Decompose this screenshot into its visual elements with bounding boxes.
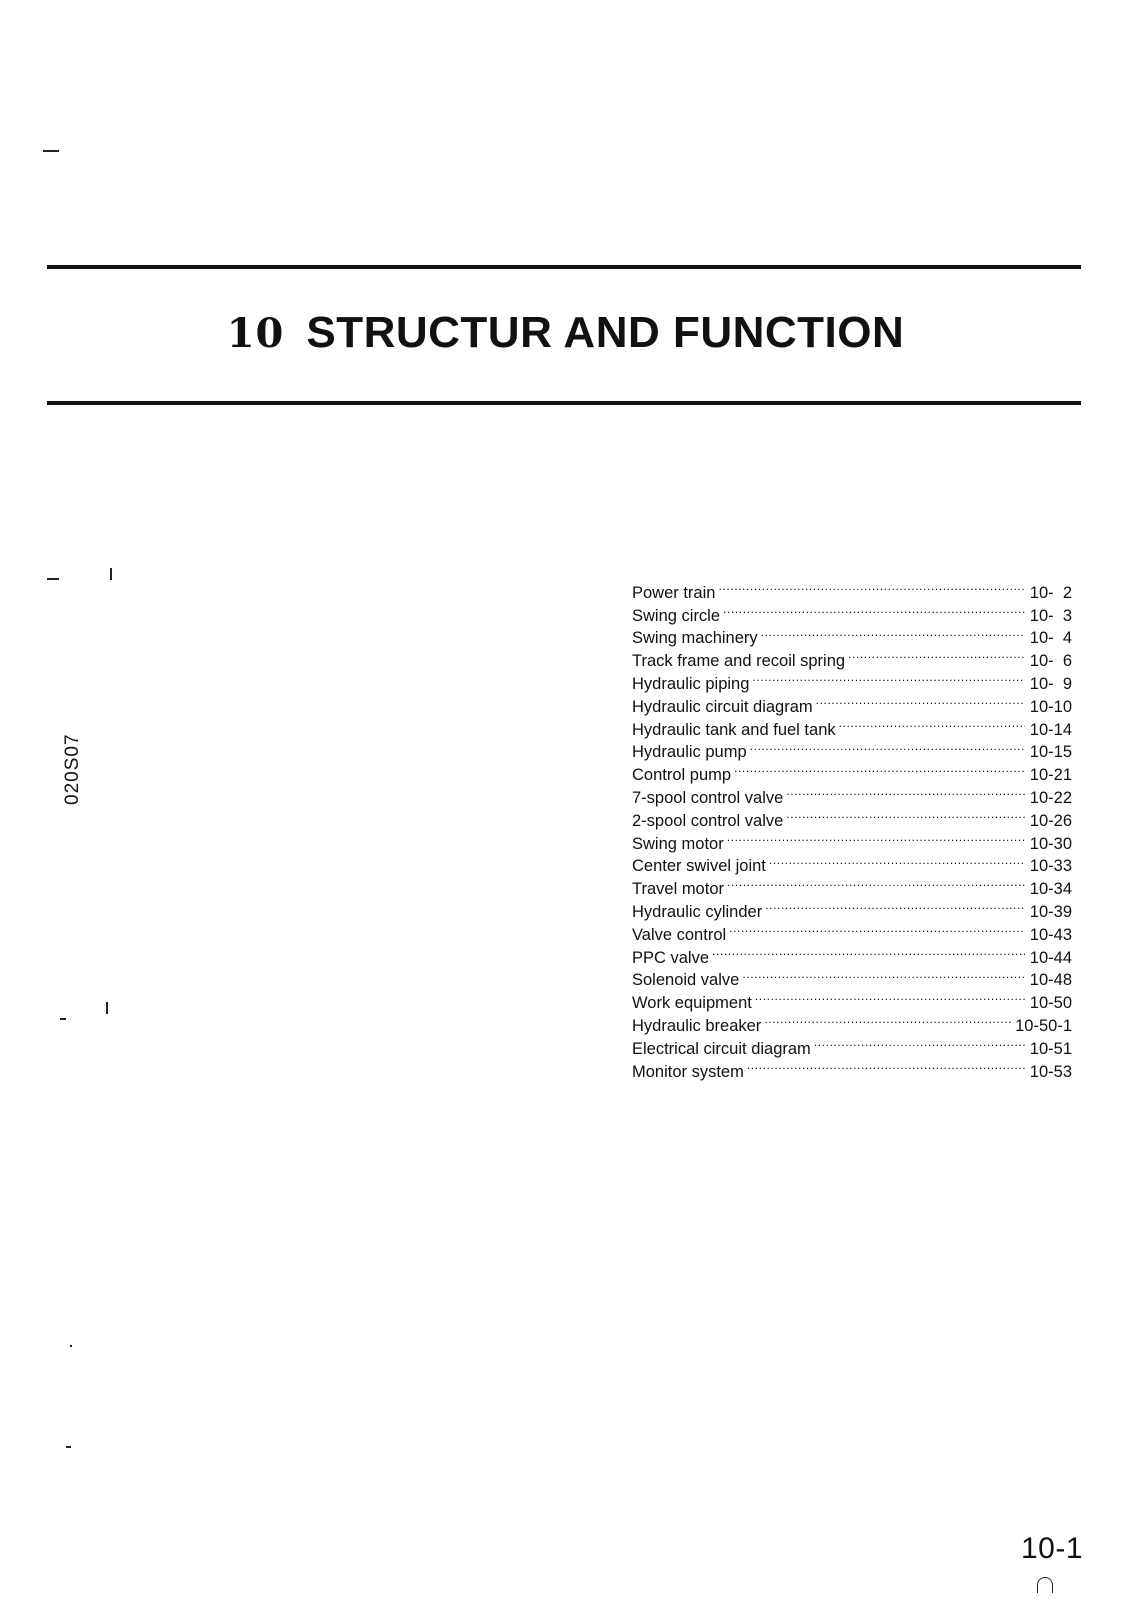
scan-speck: [43, 150, 59, 152]
toc-entry-label: 2-spool control valve: [632, 811, 784, 830]
scan-speck: [66, 1446, 71, 1448]
toc-entry-page: 10- 6: [1029, 652, 1072, 671]
toc-entry-label: Hydraulic breaker: [632, 1016, 762, 1035]
toc-entry-page: 10-30: [1029, 834, 1072, 853]
toc-entry-label: Hydraulic pump: [632, 743, 747, 762]
toc-leader-dots: [761, 621, 1025, 644]
toc-entry-page: 10-50: [1029, 994, 1072, 1013]
scan-speck: [60, 1018, 66, 1020]
toc-leader-dots: [755, 985, 1025, 1008]
toc-leader-dots: [786, 803, 1025, 826]
toc-leader-dots: [769, 849, 1025, 872]
toc-entry-page: 10-26: [1029, 811, 1072, 830]
toc-leader-dots: [718, 575, 1025, 598]
toc-entry-label: Travel motor: [632, 880, 724, 899]
table-of-contents: [632, 575, 1072, 1081]
toc-leader-dots: [764, 1008, 1012, 1031]
toc-entry-label: Swing motor: [632, 834, 724, 853]
toc-entry-label: Swing machinery: [632, 629, 758, 648]
toc-entry-label: Power train: [632, 583, 716, 602]
toc-entry-label: Work equipment: [632, 994, 752, 1013]
toc-entry-label: Electrical circuit diagram: [632, 1039, 811, 1058]
page-number: 10-1: [1021, 1532, 1084, 1565]
toc-leader-dots: [729, 917, 1025, 940]
toc-entry-label: Track frame and recoil spring: [632, 652, 846, 671]
toc-entry-page: 10-39: [1029, 902, 1072, 921]
toc-entry-page: 10- 3: [1029, 606, 1072, 625]
toc-entry-label: 7-spool control valve: [632, 788, 784, 807]
revision-mark-icon: [1037, 1577, 1053, 1593]
toc-leader-dots: [742, 963, 1025, 986]
scan-speck: [110, 568, 112, 580]
toc-entry-label: Center swivel joint: [632, 857, 766, 876]
toc-entry-page: 10-48: [1029, 971, 1072, 990]
toc-entry-label: Hydraulic cylinder: [632, 902, 763, 921]
toc-entry-page: 10-51: [1029, 1039, 1072, 1058]
bottom-divider: [47, 401, 1081, 405]
toc-entry-label: Solenoid valve: [632, 971, 740, 990]
toc-entry-label: Monitor system: [632, 1062, 744, 1081]
toc-leader-dots: [839, 712, 1025, 735]
toc-entry-page: 10-10: [1029, 697, 1072, 716]
side-code: 020S07: [62, 733, 83, 805]
toc-entry-page: 10-33: [1029, 857, 1072, 876]
toc-leader-dots: [712, 940, 1025, 963]
toc-entry-page: 10-34: [1029, 880, 1072, 899]
toc-leader-dots: [786, 780, 1025, 803]
toc-entry-page: 10-14: [1029, 720, 1072, 739]
toc-entry-label: Hydraulic circuit diagram: [632, 697, 813, 716]
toc-leader-dots: [814, 1031, 1025, 1054]
toc-leader-dots: [765, 894, 1025, 917]
toc-entry-label: Control pump: [632, 766, 732, 785]
toc-entry-label: Hydraulic piping: [632, 674, 750, 693]
scan-speck: [47, 578, 59, 580]
toc-entry-label: PPC valve: [632, 948, 710, 967]
toc-leader-dots: [747, 1054, 1025, 1077]
toc-entry-page: 10-21: [1029, 766, 1072, 785]
toc-entry-page: 10- 4: [1029, 629, 1072, 648]
scan-speck: [70, 1345, 72, 1347]
chapter-heading: [0, 308, 1131, 358]
chapter-title: STRUCTUR AND FUNCTION: [306, 308, 905, 357]
toc-entry-page: 10-43: [1029, 925, 1072, 944]
toc-leader-dots: [752, 666, 1025, 689]
toc-entry: [632, 575, 1072, 602]
top-divider: [47, 265, 1081, 269]
toc-entry-label: Hydraulic tank and fuel tank: [632, 720, 836, 739]
toc-entry-page: 10- 9: [1029, 674, 1072, 693]
toc-entry-page: 10-44: [1029, 948, 1072, 967]
toc-leader-dots: [734, 757, 1025, 780]
toc-leader-dots: [727, 871, 1025, 894]
toc-entry-page: 10- 2: [1029, 583, 1072, 602]
toc-leader-dots: [723, 598, 1025, 621]
toc-leader-dots: [727, 826, 1025, 849]
chapter-number: 10: [226, 310, 285, 357]
toc-entry-page: 10-50-1: [1015, 1016, 1072, 1035]
toc-leader-dots: [750, 735, 1025, 758]
toc-leader-dots: [816, 689, 1025, 712]
toc-entry-page: 10-15: [1029, 743, 1072, 762]
toc-entry-page: 10-53: [1029, 1062, 1072, 1081]
toc-entry-label: Swing circle: [632, 606, 721, 625]
toc-entry-label: Valve control: [632, 925, 727, 944]
toc-leader-dots: [848, 643, 1025, 666]
scan-speck: [106, 1002, 108, 1014]
toc-entry-page: 10-22: [1029, 788, 1072, 807]
